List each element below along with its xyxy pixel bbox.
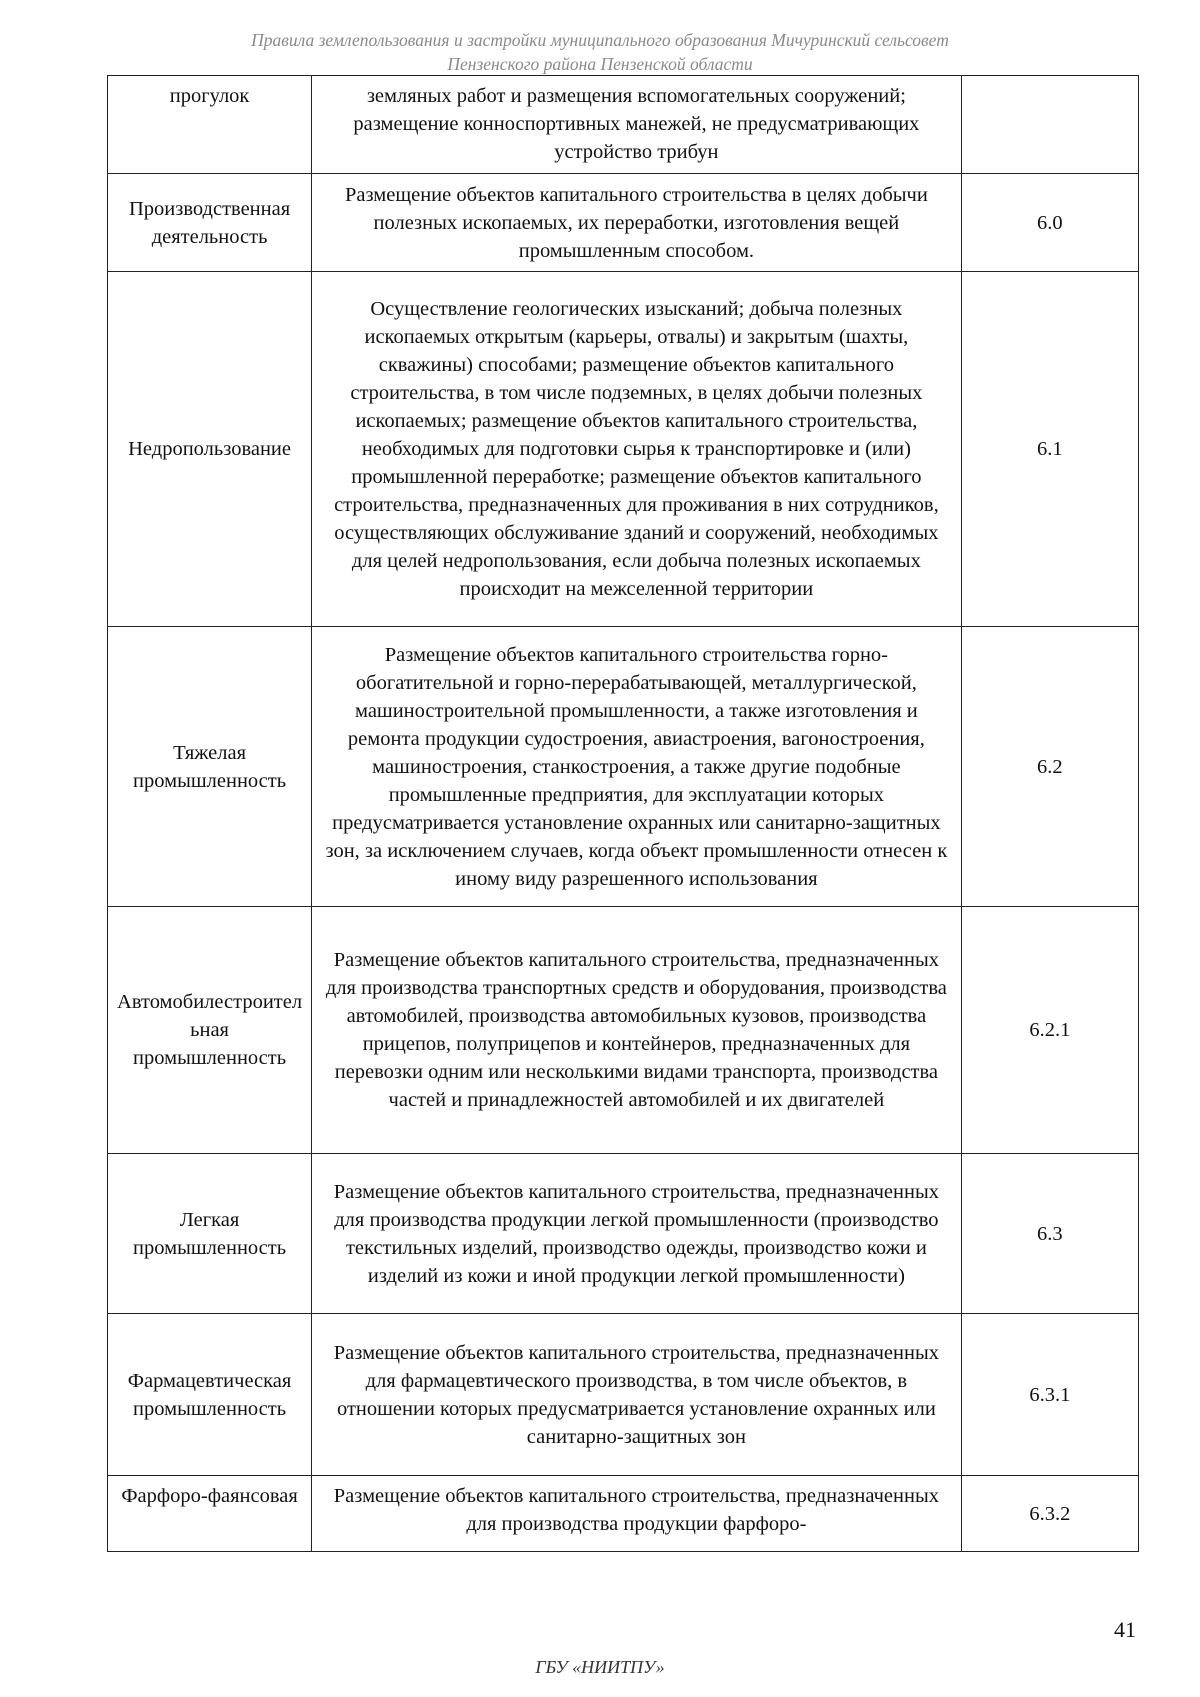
page-number: 41 [1114, 1617, 1136, 1642]
use-type-code: 6.1 [961, 272, 1138, 627]
use-type-description: Размещение объектов капитального строительства, предназначенных для производства транспортных средств и оборудования, производства автомобилей, производства автомобильных кузовов, производства прицепов, полуприцепов и контейнеров, предназначенных для перевозки одним или несколькими видами транспорта, производства частей и принадлежностей автомобилей и их двигателей [312, 907, 962, 1154]
use-type-description: земляных работ и размещения вспомогательных сооружений; размещение конноспортивных манежей, не предусматривающих устройство трибун [312, 76, 962, 174]
use-type-name: Производственная деятельность [108, 174, 312, 272]
use-type-code: 6.2.1 [961, 907, 1138, 1154]
use-type-name: Фармацевтическая промышленность [108, 1314, 312, 1476]
use-type-code [961, 76, 1138, 174]
table-row [108, 907, 1139, 1154]
running-header [0, 28, 1200, 76]
table-row [108, 272, 1139, 627]
use-type-name: Легкая промышленность [108, 1154, 312, 1314]
use-type-name: Фарфоро-фаянсовая [108, 1476, 312, 1552]
use-type-code: 6.0 [961, 174, 1138, 272]
footer-organization: ГБУ «НИИТПУ» [535, 1657, 665, 1677]
use-type-description: Размещение объектов капитального строительства, предназначенных для производства продукции легкой промышленности (производство текстильных изделий, производство одежды, производство кожи и изделий из кожи и иной продукции легкой промышленности) [312, 1154, 962, 1314]
table-row [108, 1314, 1139, 1476]
use-type-description: Размещение объектов капитального строительства горно-обогатительной и горно-перерабатывающей, металлургической, машиностроительной промышленности, а также изготовления и ремонта продукции судостроения, авиастроения, вагоностроения, машиностроения, станкостроения, а также другие подобные промышленные предприятия, для эксплуатации которых предусматривается установление охранных или санитарно-защитных зон, за исключением случаев, когда объект промышленности отнесен к иному виду разрешенного использования [312, 627, 962, 907]
use-type-name: Автомобилестроительная промышленность [108, 907, 312, 1154]
use-type-code: 6.3.2 [961, 1476, 1138, 1552]
table-row [108, 76, 1139, 174]
use-type-description: Размещение объектов капитального строительства, предназначенных для фармацевтического производства, в том числе объектов, в отношении которых предусматривается установление охранных или санитарно-защитных зон [312, 1314, 962, 1476]
use-type-description: Осуществление геологических изысканий; добыча полезных ископаемых открытым (карьеры, отвалы) и закрытым (шахты, скважины) способами; размещение объектов капитального строительства, в том числе подземных, в целях добычи полезных ископаемых; размещение объектов капитального строительства, необходимых для подготовки сырья к транспортировке и (или) промышленной переработке; размещение объектов капитального строительства, предназначенных для проживания в них сотрудников, осуществляющих обслуживание зданий и сооружений, необходимых для целей недропользования, если добыча полезных ископаемых происходит на межселенной территории [312, 272, 962, 627]
table-row [108, 174, 1139, 272]
use-type-code: 6.3.1 [961, 1314, 1138, 1476]
table-row [108, 627, 1139, 907]
table-row [108, 1476, 1139, 1552]
use-type-name: Недропользование [108, 272, 312, 627]
use-type-code: 6.2 [961, 627, 1138, 907]
use-type-description: Размещение объектов капитального строительства в целях добычи полезных ископаемых, их переработки, изготовления вещей промышленным способом. [312, 174, 962, 272]
header-line-2: Пензенского района Пензенской области [447, 54, 753, 74]
land-use-table [107, 75, 1139, 1552]
use-type-code: 6.3 [961, 1154, 1138, 1314]
use-type-name: прогулок [108, 76, 312, 174]
use-type-description: Размещение объектов капитального строительства, предназначенных для производства продукции фарфоро- [312, 1476, 962, 1552]
table-row [108, 1154, 1139, 1314]
use-type-name: Тяжелая промышленность [108, 627, 312, 907]
header-line-1: Правила землепользования и застройки муниципального образования Мичуринский сельсовет [251, 30, 949, 50]
